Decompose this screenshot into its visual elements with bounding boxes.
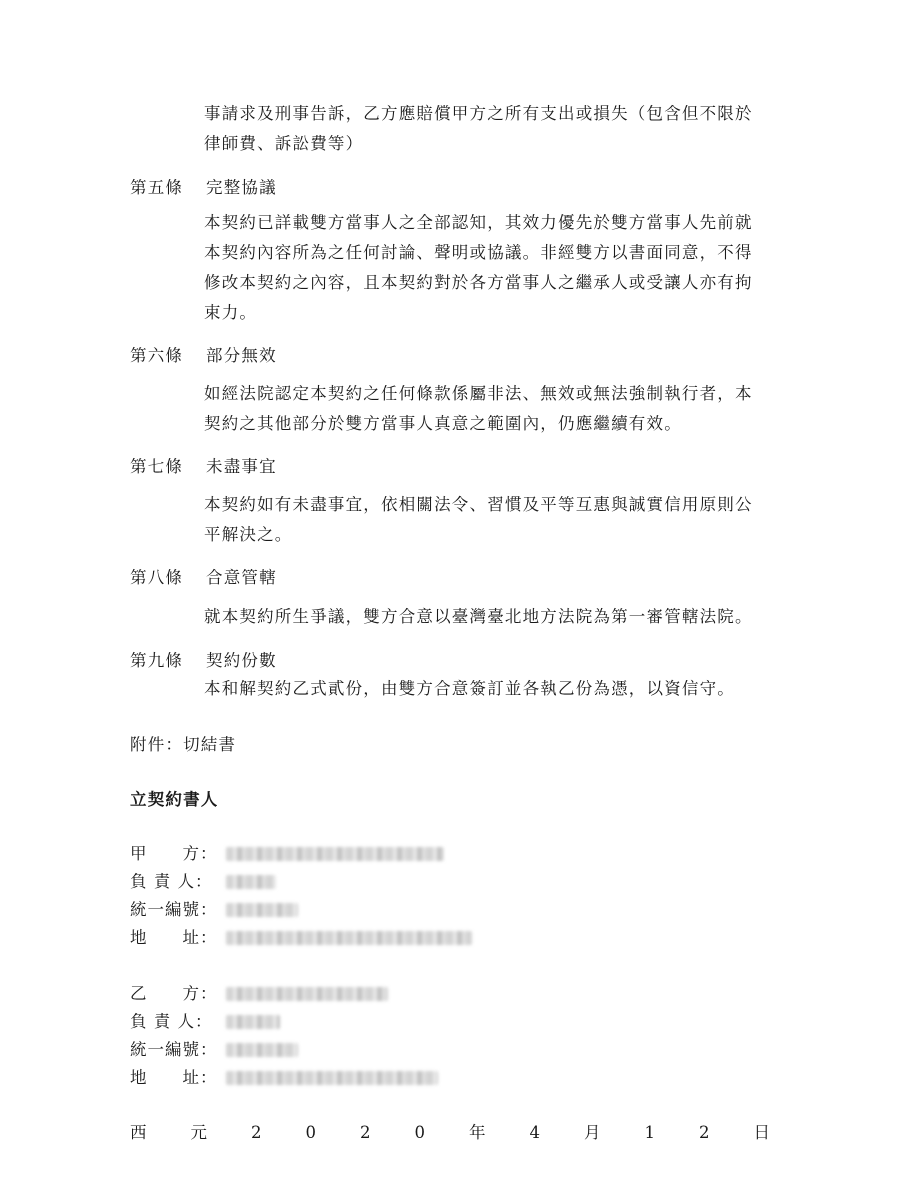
- date-char: 4: [529, 1123, 540, 1142]
- article-number: 第八條: [130, 568, 184, 587]
- article-title: 契約份數: [206, 651, 277, 670]
- date-char: 月: [584, 1123, 601, 1142]
- redacted-party-b-rep: [226, 1015, 280, 1029]
- intro-line-1: 事請求及刑事告訴，乙方應賠償甲方之所有支出或損失（包含但不限於: [204, 104, 753, 123]
- redacted-party-b-id: [226, 1043, 298, 1057]
- party-b-address-label: 地 址：: [130, 1068, 218, 1087]
- article-title: 部分無效: [206, 346, 277, 365]
- signatories-title: 立契約書人: [130, 790, 219, 809]
- article-title: 未盡事宜: [206, 457, 277, 476]
- article-5-line-2: 本契約內容所為之任何討論、聲明或協議。非經雙方以書面同意，不得: [204, 243, 753, 262]
- date-char: 2: [360, 1123, 371, 1142]
- attachment-note: 附件：切結書: [130, 735, 237, 754]
- article-5-line-4: 束力。: [204, 303, 258, 322]
- party-a-address-row: [130, 927, 472, 949]
- party-a-name-label: 甲 方：: [130, 844, 218, 863]
- article-number: 第五條: [130, 178, 184, 197]
- party-a-rep-label: 負 責 人：: [130, 872, 213, 891]
- article-number: 第九條: [130, 651, 184, 670]
- article-9-heading: [130, 650, 277, 672]
- date-char: 西: [130, 1123, 147, 1142]
- party-b-name-row: [130, 983, 388, 1005]
- date-char: 2: [699, 1123, 710, 1142]
- date-char: 2: [251, 1123, 262, 1142]
- redacted-party-b-name: [226, 987, 388, 1001]
- redacted-party-a-name: [226, 847, 444, 861]
- article-7-heading: [130, 456, 277, 478]
- article-title: 完整協議: [206, 178, 277, 197]
- party-a-id-row: [130, 899, 298, 921]
- article-6-line-2: 契約之其他部分於雙方當事人真意之範圍內，仍應繼續有效。: [204, 414, 682, 433]
- redacted-party-b-address: [226, 1071, 438, 1085]
- date-char: 0: [305, 1123, 316, 1142]
- date-char: 0: [414, 1123, 425, 1142]
- signing-date: [130, 1122, 770, 1144]
- date-char: 1: [644, 1123, 655, 1142]
- article-5-line-1: 本契約已詳載雙方當事人之全部認知，其效力優先於雙方當事人先前就: [204, 213, 753, 232]
- party-b-address-row: [130, 1067, 438, 1089]
- article-8-heading: [130, 567, 277, 589]
- date-char: 年: [469, 1123, 486, 1142]
- party-b-rep-row: [130, 1011, 280, 1033]
- party-a-address-label: 地 址：: [130, 928, 218, 947]
- party-b-id-label: 統一編號：: [130, 1040, 218, 1059]
- intro-line-2: 律師費、訴訟費等）: [204, 134, 364, 153]
- article-6-line-1: 如經法院認定本契約之任何條款係屬非法、無效或無法強制執行者，本: [204, 384, 753, 403]
- redacted-party-a-id: [226, 903, 298, 917]
- article-7-line-1: 本契約如有未盡事宜，依相關法令、習慣及平等互惠與誠實信用原則公: [204, 495, 753, 514]
- article-8-line-1: 就本契約所生爭議，雙方合意以臺灣臺北地方法院為第一審管轄法院。: [204, 607, 753, 626]
- party-b-name-label: 乙 方：: [130, 984, 218, 1003]
- article-9-line-1: 本和解契約乙式貳份，由雙方合意簽訂並各執乙份為憑，以資信守。: [204, 679, 735, 698]
- article-6-heading: [130, 345, 277, 367]
- article-7-line-2: 平解決之。: [204, 525, 293, 544]
- article-title: 合意管轄: [206, 568, 277, 587]
- date-char: 日: [753, 1123, 770, 1142]
- date-char: 元: [190, 1123, 207, 1142]
- party-a-id-label: 統一編號：: [130, 900, 218, 919]
- party-a-rep-row: [130, 871, 276, 893]
- article-number: 第七條: [130, 457, 184, 476]
- party-a-name-row: [130, 843, 444, 865]
- party-b-rep-label: 負 責 人：: [130, 1012, 213, 1031]
- redacted-party-a-address: [226, 931, 472, 945]
- article-number: 第六條: [130, 346, 184, 365]
- article-5-heading: [130, 177, 277, 199]
- party-b-id-row: [130, 1039, 298, 1061]
- article-5-line-3: 修改本契約之內容，且本契約對於各方當事人之繼承人或受讓人亦有拘: [204, 273, 753, 292]
- redacted-party-a-rep: [226, 875, 276, 889]
